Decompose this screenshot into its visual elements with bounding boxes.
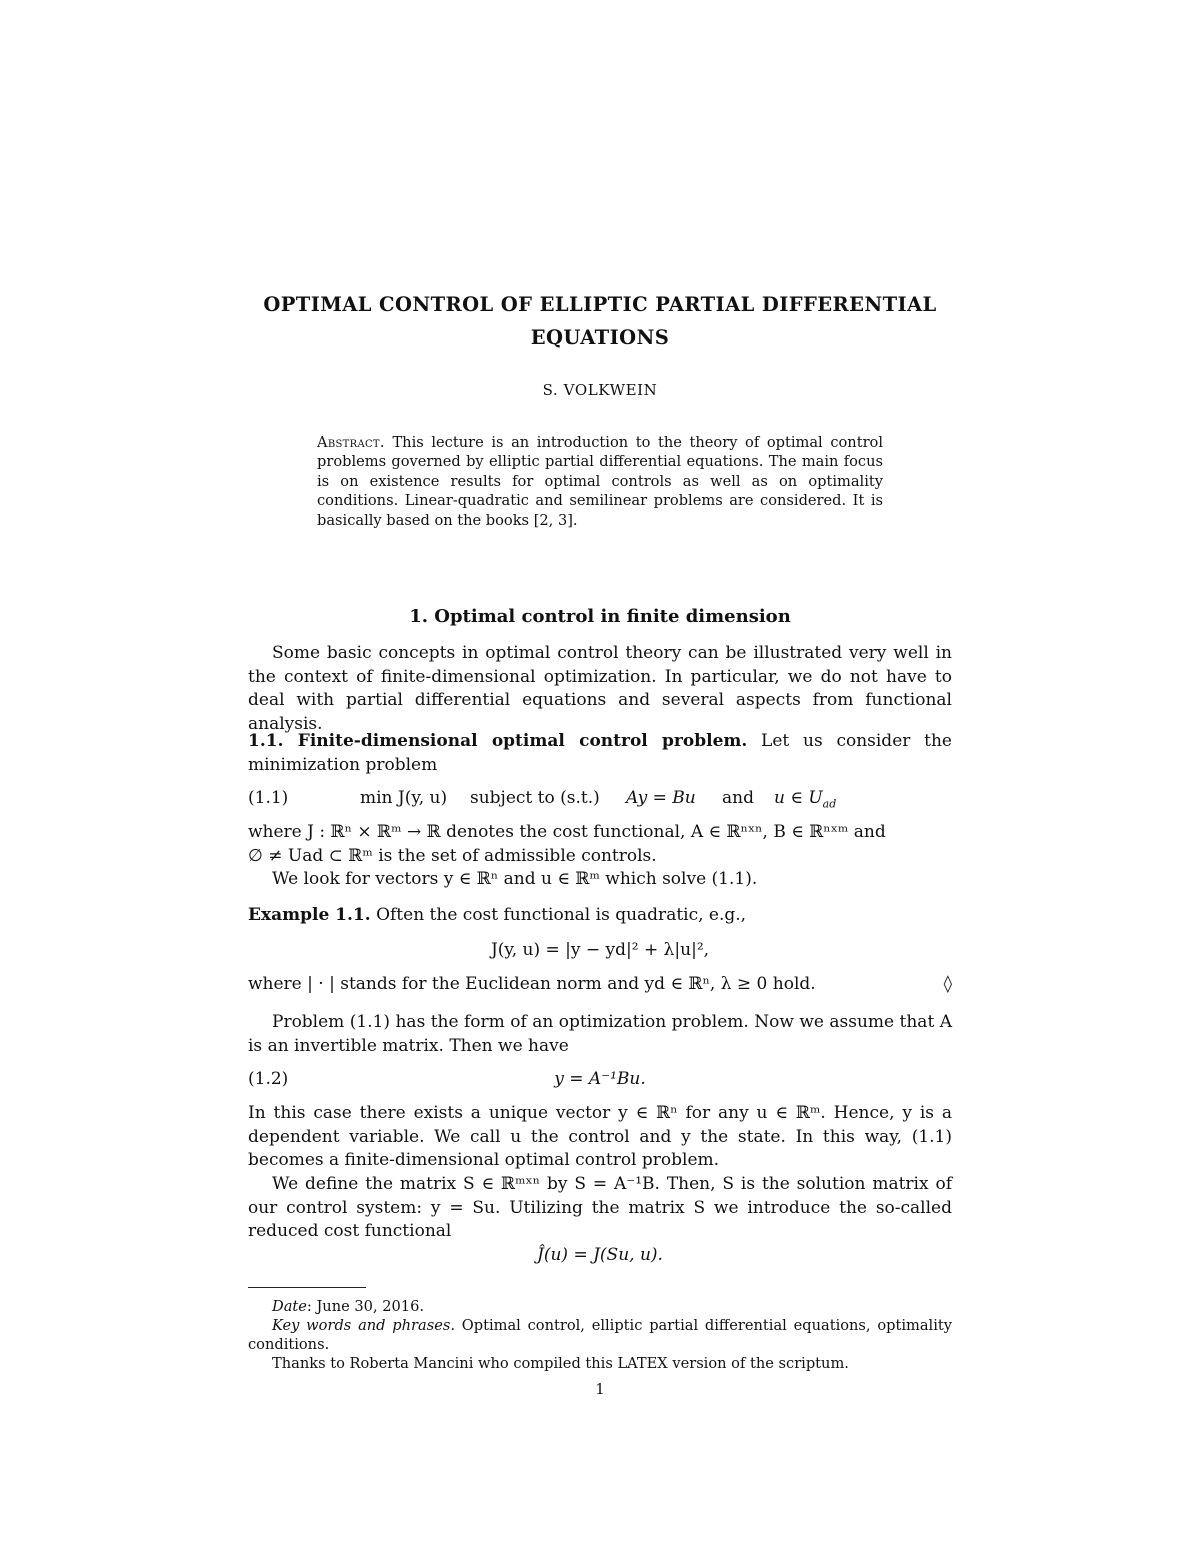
- abstract-text: This lecture is an introduction to the theory of optimal control problems governed by elliptic partial differential equations. The main focus is on existence results for optimal controls as well as on optimality conditions. Linear-quadratic and semilinear problems are considered. It is basically based on the books [2, 3].: [317, 434, 883, 529]
- paper-title: [248, 288, 952, 354]
- where-line-3: We look for vectors y ∈ ℝⁿ and u ∈ ℝᵐ which solve (1.1).: [272, 869, 758, 890]
- subsection-paragraph: [248, 730, 952, 777]
- date-label: Date: [272, 1298, 307, 1315]
- problem-paragraph: Problem (1.1) has the form of an optimization problem. Now we assume that A is an invertible matrix. Then we have: [248, 1012, 952, 1056]
- equation-1-1: [248, 788, 952, 812]
- footnote-date: [248, 1297, 952, 1316]
- quadratic-cost-equation: [248, 940, 952, 964]
- reduced-cost-formula: Ĵ(u) = J(Su, u).: [537, 1245, 663, 1265]
- example-after-text: where | · | stands for the Euclidean norm and yd ∈ ℝⁿ, λ ≥ 0 hold.: [248, 974, 816, 994]
- eq12-formula: y = A⁻¹Bu.: [554, 1069, 646, 1089]
- section-heading: 1. Optimal control in finite dimension: [409, 606, 791, 627]
- define-paragraph: We define the matrix S ∈ ℝᵐˣⁿ by S = A⁻¹B. Then, S is the solution matrix of our control system: y = Su. Utilizing the matrix S we introduce the so-called reduced cost functional: [248, 1174, 952, 1242]
- equation-number: (1.1): [248, 788, 289, 808]
- eq-subject-to: subject to (s.t.): [470, 788, 600, 808]
- eq-min: min J(y, u): [360, 788, 448, 808]
- keywords-label: Key words and phrases.: [272, 1317, 455, 1334]
- footnote-keywords: [248, 1316, 952, 1354]
- where-paragraph: [248, 821, 952, 892]
- subsection-text: Let us consider the minimization problem: [248, 731, 952, 775]
- section-intro: Some basic concepts in optimal control theory can be illustrated very well in the context of finite-dimensional optimization. In particular, we do not have to deal with partial differential equations and several aspects from functional analysis.: [248, 643, 952, 734]
- footnote-thanks: Thanks to Roberta Mancini who compiled this LATEX version of the scriptum.: [272, 1355, 849, 1372]
- abstract-label: Abstract.: [317, 434, 385, 451]
- example-text: Often the cost functional is quadratic, e.g.,: [370, 905, 747, 925]
- case-paragraph: In this case there exists a unique vector y ∈ ℝⁿ for any u ∈ ℝᵐ. Hence, y is a dependent variable. We call u the control and y the state. In this way, (1.1) becomes a finite-dimensional optimal control problem.: [248, 1103, 952, 1171]
- footnote-rule: [248, 1287, 366, 1288]
- example-label: Example 1.1.: [248, 905, 371, 925]
- equation-1-2: [248, 1069, 952, 1093]
- date-text: : June 30, 2016.: [306, 1298, 425, 1315]
- eq-and: and: [722, 788, 754, 808]
- end-of-example-icon: ◊: [943, 974, 952, 994]
- title-line-2: EQUATIONS: [530, 326, 670, 349]
- where-line-1: where J : ℝⁿ × ℝᵐ → ℝ denotes the cost functional, A ∈ ℝⁿˣⁿ, B ∈ ℝⁿˣᵐ and: [248, 822, 886, 842]
- title-line-1: OPTIMAL CONTROL OF ELLIPTIC PARTIAL DIFFERENTIAL: [263, 293, 937, 316]
- author-name: S. VOLKWEIN: [542, 381, 658, 399]
- cost-formula: J(y, u) = |y − yd|² + λ|u|²,: [490, 940, 710, 960]
- abstract: [317, 433, 883, 530]
- example-conclusion: [248, 974, 952, 998]
- example-paragraph: [248, 904, 952, 928]
- eq-control-set: u ∈ $U_{ad}$: [774, 788, 837, 811]
- page-number: 1: [595, 1381, 605, 1398]
- where-line-2: ∅ ≠ Uad ⊂ ℝᵐ is the set of admissible controls.: [248, 845, 657, 866]
- reduced-cost-equation: [248, 1245, 952, 1269]
- eq-constraint: Ay = Bu: [626, 788, 696, 808]
- subsection-heading: 1.1. Finite-dimensional optimal control problem.: [248, 731, 748, 751]
- keywords-text: Optimal control, elliptic partial differential equations, optimality conditions.: [248, 1317, 952, 1353]
- equation-number: (1.2): [248, 1069, 289, 1089]
